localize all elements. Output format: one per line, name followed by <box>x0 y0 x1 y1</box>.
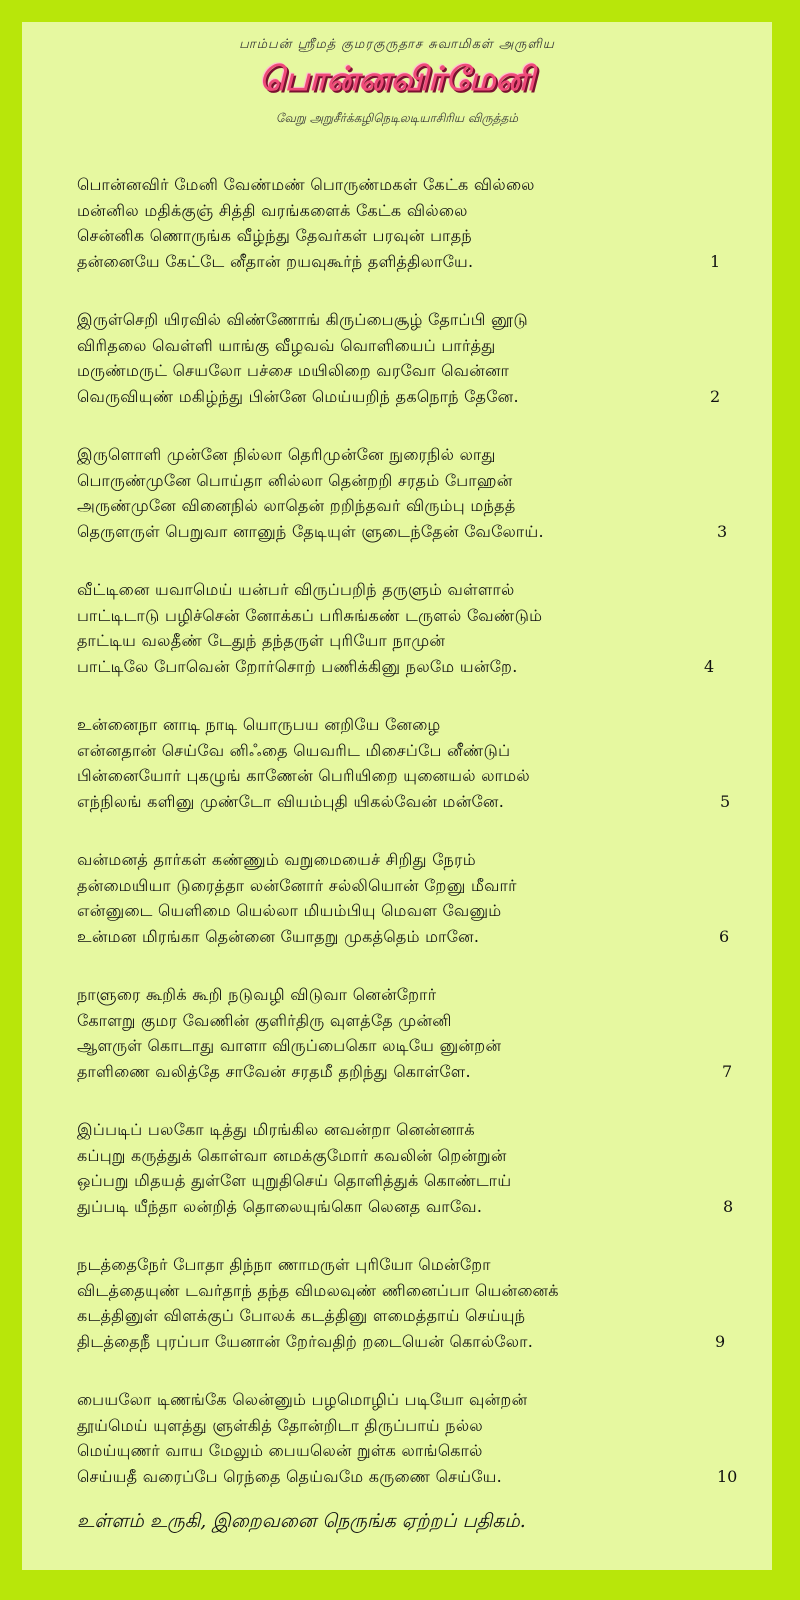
verse-number: 10 <box>717 1466 738 1486</box>
verse-line: தூய்மெய் யுளத்து ளுள்கித் தோன்றிடா திருப்பாய் நல்ல <box>77 1415 483 1435</box>
page-panel <box>22 22 772 1570</box>
verse-line: செய்யதீ வரைப்பே ரெந்தை தெய்வமே கருணை செய்யே. <box>77 1466 503 1486</box>
verse-line: பின்னையோர் புகழுங் காணேன் பெரியிறை யுனையல் லாமல் <box>77 766 530 785</box>
verse-line: பொன்னவிர் மேனி வேண்மண் பொருண்மகள் கேட்க வில்லை <box>77 175 535 194</box>
verse-number: 5 <box>720 791 731 811</box>
verse-number: 3 <box>717 521 728 541</box>
verse-number: 7 <box>722 1061 733 1081</box>
verse-line: வெருவியுண் மகிழ்ந்து பின்னே மெய்யறிந் தகநொந் தேனே. <box>77 386 519 406</box>
verse-number: 9 <box>715 1331 726 1351</box>
verse-2 <box>77 307 737 409</box>
meter-line: வேறு அறுசீர்க்கழிநெடிலடியாசிரிய விருத்தம் <box>275 111 519 125</box>
verse-line: தாட்டிய வலதீண் டேதுந் தந்தருள் புரியோ நாமுன் <box>77 631 446 650</box>
verse-line: மருண்மருட் செயலோ பச்சை மயிலிறை வரவோ வென்னா <box>77 361 510 380</box>
verse-line: நடத்தைநேர் போதா திந்நா ணாமருள் புரியோ மென்றோ <box>77 1255 491 1274</box>
footer-line: உள்ளம் உருகி, இறைவனை நெருங்க ஏற்றப் பதிகம். <box>77 1510 526 1532</box>
verse-line: விரிதலை வெள்ளி யாங்கு வீழவவ் வொளியைப் பார்த்து <box>77 335 496 355</box>
verse-line: இருள்செறி யிரவில் விண்ணோங் கிருப்பைசூழ் தோப்பி னூடு <box>77 310 528 329</box>
verse-9 <box>77 1252 737 1354</box>
verse-line: சென்னிக ணொருங்க வீழ்ந்து தேவர்கள் பரவுன் பாதந் <box>77 226 472 245</box>
verse-line: கோளறு குமர வேணின் குளிர்திரு வுளத்தே முன்னி <box>77 1010 452 1030</box>
verse-1 <box>77 172 737 274</box>
header <box>22 37 772 127</box>
verse-line: இருளொளி முன்னே நில்லா தெரிமுன்னே நுரைநில் லாது <box>77 445 496 464</box>
verse-3 <box>77 442 737 544</box>
verse-line: பாட்டிலே போவென் றோர்சொற் பணிக்கினு நலமே யன்றே. <box>77 656 518 676</box>
verse-line: விடத்தையுண் டவர்தாந் தந்த விமலவுண் ணினைப்பா யென்னைக் <box>77 1280 559 1300</box>
verse-line: கப்புறு கருத்துக் கொள்வா னமக்குமோர் கவலின் றென்றுன் <box>77 1145 507 1165</box>
verse-line: துப்படி யீந்தா லன்றித் தொலையுங்கொ லெனத வாவே. <box>77 1196 483 1216</box>
author-line: பாம்பன் ஸ்ரீமத் குமரகுருதாச சுவாமிகள் அருளிய <box>239 37 555 52</box>
verse-line: எந்நிலங் களினு முண்டோ வியம்புதி யிகல்வேன் மன்னே. <box>77 791 505 811</box>
verse-line: உன்னைநா னாடி நாடி யொருபய னறியே னேழை <box>77 715 441 734</box>
verse-7 <box>77 982 737 1084</box>
verse-line: மன்னில மதிக்குஞ் சித்தி வரங்களைக் கேட்க வில்லை <box>77 200 468 220</box>
verse-8 <box>77 1117 737 1219</box>
verse-line: பையலோ டிணங்கே லென்னும் பழமொழிப் படியோ வுன்றன் <box>77 1390 528 1409</box>
verse-line: ஒப்பறு மிதயத் துள்ளே யுறுதிசெய் தொளித்துக் கொண்டாய் <box>77 1171 512 1190</box>
verse-line: கடத்தினுள் விளக்குப் போலக் கடத்தினு ளமைத்தாய் செய்யுந் <box>77 1306 526 1325</box>
verse-number: 6 <box>719 926 730 946</box>
verse-line: மெய்யுணர் வாய மேலும் பையலென் றுள்க லாங்கொல் <box>77 1441 483 1460</box>
verse-line: தெருளருள் பெறுவா னானுந் தேடியுள் ளுடைந்தேன் வேலோய். <box>77 521 544 541</box>
verse-4 <box>77 577 737 679</box>
verse-line: என்னதான் செய்வே னிஃதை யெவரிட மிசைப்பே னீண்டுப் <box>77 740 511 760</box>
verse-number: 4 <box>704 656 715 676</box>
verse-number: 1 <box>710 251 721 271</box>
verse-line: பொருண்முனே பொய்தா னில்லா தென்றறி சரதம் போஹன் <box>77 470 513 490</box>
verse-line: நாளுரை கூறிக் கூறி நடுவழி விடுவா னென்றோர் <box>77 985 437 1004</box>
verse-5 <box>77 712 737 814</box>
poem-title: பொன்னவிர்மேனி <box>259 59 535 98</box>
verse-line: ஆளருள் கொடாது வாளா விருப்பைகொ லடியே னுன்றன் <box>77 1036 502 1055</box>
verse-line: தன்மையியா டுரைத்தா லன்னோர் சல்லியொன் றேனு மீவார் <box>77 875 517 895</box>
verse-line: திடத்தைநீ புரப்பா யேனான் றேர்வதிற் றடையென் கொல்லோ. <box>77 1331 534 1351</box>
verse-line: பாட்டிடாடு பழிச்சென் னோக்கப் பரிசுங்கண் டருளல் வேண்டும் <box>77 605 543 625</box>
verse-line: தன்னையே கேட்டே னீதான் றயவுகூர்ந் தளித்திலாயே. <box>77 251 474 271</box>
verse-line: வன்மனத் தார்கள் கண்ணும் வறுமையைச் சிறிது நேரம் <box>77 850 476 869</box>
verse-number: 8 <box>723 1196 734 1216</box>
verse-10 <box>77 1387 737 1489</box>
verse-line: வீட்டினை யவாமெய் யன்பர் விருப்பறிந் தருளும் வள்ளால் <box>77 580 515 599</box>
verse-line: அருண்முனே வினைநில் லாதென் றறிந்தவர் விரும்பு மந்தத் <box>77 496 516 515</box>
verse-line: என்னுடை யெளிமை யெல்லா மியம்பியு மெவள வேனும் <box>77 901 502 920</box>
verse-line: உன்மன மிரங்கா தென்னை யோதறு முகத்தெம் மானே. <box>77 926 480 946</box>
verse-line: தாளிணை வலித்தே சாவேன் சரதமீ தறிந்து கொள்ளே. <box>77 1061 471 1081</box>
verse-line: இப்படிப் பலகோ டித்து மிரங்கில னவன்றா னென்னாக் <box>77 1120 475 1139</box>
verse-number: 2 <box>710 386 721 406</box>
verse-6 <box>77 847 737 949</box>
